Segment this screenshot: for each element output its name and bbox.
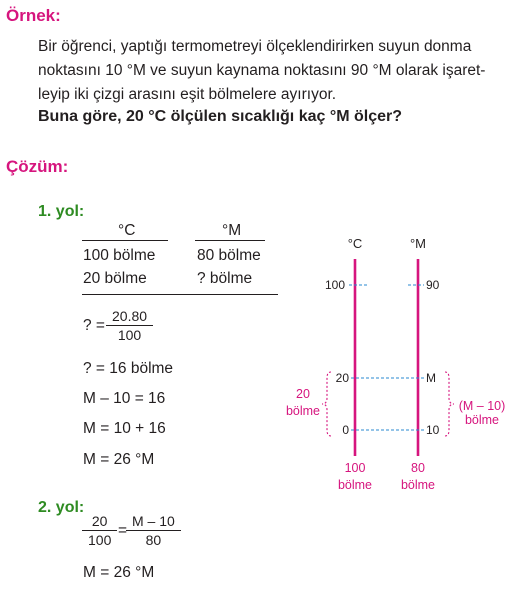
- eq1-denominator: 100: [117, 327, 142, 343]
- way2-right-denominator: 80: [145, 532, 162, 548]
- table-header-celsius: °C: [118, 222, 136, 239]
- celsius-scale-label: °C: [347, 236, 363, 251]
- eq1-numerator: 20.80: [112, 308, 148, 324]
- left-brace-label-2: bölme: [285, 404, 321, 418]
- way1-title: 1. yol:: [38, 203, 85, 220]
- step-4: M = 26 °M: [83, 451, 155, 468]
- way2-equals: =: [118, 522, 128, 539]
- problem-line-3: leyip iki çizgi arasını eşit bölmelere ayırıyor.: [38, 86, 337, 103]
- c-mark-20: 20: [335, 371, 349, 385]
- table-cell-m-row1: 80 bölme: [197, 247, 261, 264]
- c-mark-0: 0: [342, 423, 349, 437]
- c-bottom-label-2: bölme: [337, 478, 373, 492]
- m-bottom-label-1: 80: [411, 461, 425, 475]
- table-header-m: °M: [222, 222, 242, 239]
- m-mark-10: 10: [426, 423, 440, 437]
- right-brace-label-1: (M – 10): [458, 399, 506, 413]
- table-cell-m-row2: ? bölme: [197, 270, 253, 287]
- m-mark-M: M: [426, 371, 436, 385]
- way2-result: M = 26 °M: [83, 564, 155, 581]
- problem-line-2: noktasını 10 °M ve suyun kaynama noktasını 90 °M olarak işaret-: [38, 62, 486, 79]
- left-brace-label-1: 20: [296, 387, 310, 401]
- eq1-lhs: ? =: [83, 317, 105, 334]
- step-1: ? = 16 bölme: [83, 360, 174, 377]
- question: Buna göre, 20 °C ölçülen sıcaklığı kaç °M ölçer?: [38, 108, 403, 125]
- way2-right-numerator: M – 10: [132, 513, 175, 529]
- way2-left-denominator: 100: [88, 532, 112, 548]
- m-bottom-label-2: bölme: [400, 478, 436, 492]
- right-brace-label-2: bölme: [464, 413, 500, 427]
- table-cell-c-row1: 100 bölme: [83, 247, 156, 264]
- c-bottom-label-1: 100: [344, 461, 366, 475]
- c-mark-100: 100: [324, 278, 345, 292]
- way2-title: 2. yol:: [38, 499, 85, 516]
- step-3: M = 10 + 16: [83, 420, 166, 437]
- m-mark-90: 90: [426, 278, 440, 292]
- way2-left-numerator: 20: [91, 513, 108, 529]
- table-cell-c-row2: 20 bölme: [83, 270, 147, 287]
- m-scale-label: °M: [409, 236, 427, 251]
- solution-heading: Çözüm:: [6, 157, 69, 176]
- example-heading: Örnek:: [6, 6, 61, 25]
- right-brace: [445, 372, 454, 436]
- problem-line-1: Bir öğrenci, yaptığı termometreyi ölçeklendirirken suyun donma: [38, 38, 472, 55]
- step-2: M – 10 = 16: [83, 390, 166, 407]
- left-brace: [322, 372, 331, 436]
